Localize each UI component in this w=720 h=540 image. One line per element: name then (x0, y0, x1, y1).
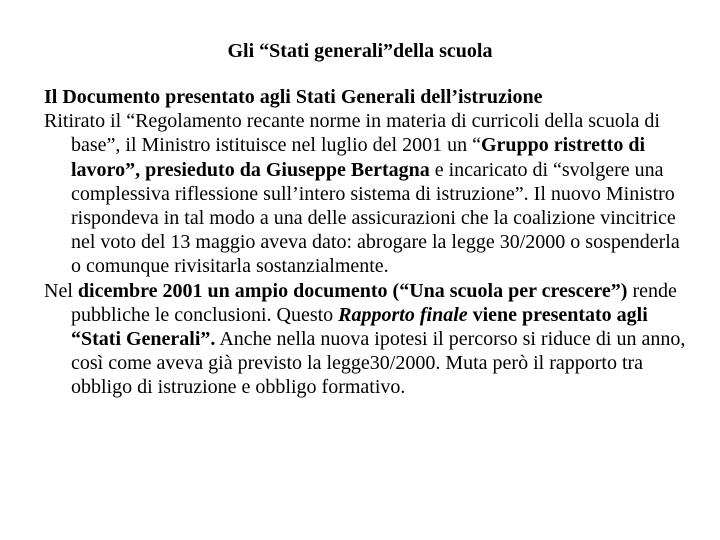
paragraph-regolamento (44, 109, 694, 278)
slide-title: Gli “Stati generali”della scuola (227, 40, 493, 62)
bold-run-documento: dicembre 2001 un ampio documento (“Una scuola per crescere”) (77, 279, 628, 302)
bold-italic-run-rapporto-finale: Rapporto finale (338, 303, 468, 326)
text-run: Anche nella nuova ipotesi il percorso si riduce di un anno, così come aveva già previsto la legge30/2000. Muta però il rapporto tra obbligo di istruzione e obbligo formativo. (71, 328, 686, 399)
text-run: rende pubbliche le conclusioni. Questo (71, 279, 677, 326)
text-run: e incaricato di “svolgere una complessiva riflessione sull’intero sistema di istruzione”. Il nuovo Ministro rispondeva in tal modo a una delle assicurazioni che la coalizione vincitrice nel voto del 13 maggio aveva dato: abrogare la legge 30/2000 o sospenderla o comunque rivisitarla sostanzialmente. (71, 158, 680, 278)
paragraph-dicembre (44, 279, 694, 400)
paragraph-heading (44, 85, 694, 109)
text-run: Nel (44, 279, 78, 302)
heading-text: Il Documento presentato agli Stati Generali dell’istruzione (44, 86, 543, 108)
slide-body (44, 85, 694, 400)
bold-run-gruppo-ristretto: Gruppo ristretto di lavoro”, presieduto da Giuseppe Bertagna (71, 134, 646, 181)
text-run: Ritirato il “Regolamento recante norme in materia di curricoli della scuola di base”, il Ministro istituisce nel luglio del 2001 un “ (44, 110, 660, 157)
bold-run-stati-generali: viene presentato agli “Stati Generali”. (71, 303, 648, 351)
